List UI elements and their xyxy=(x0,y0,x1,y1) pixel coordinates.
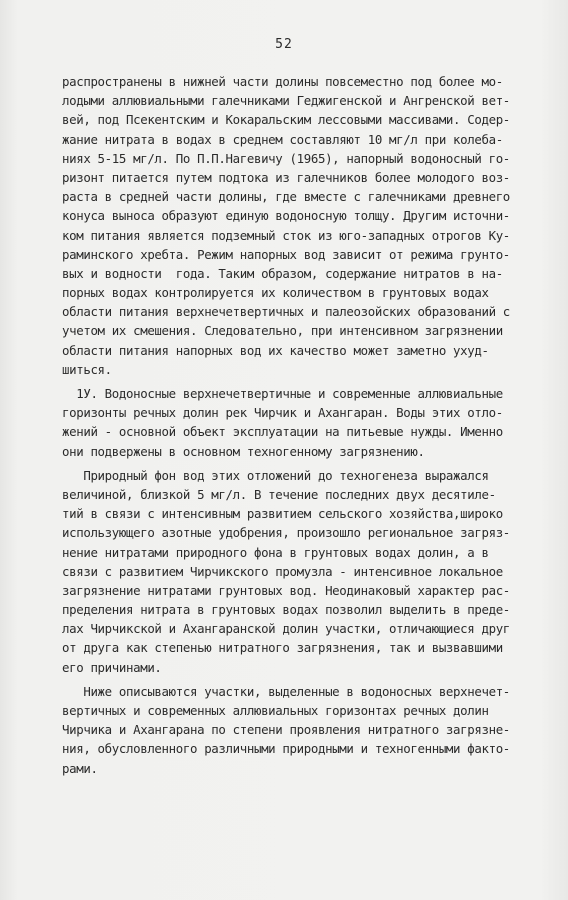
text-line: лодыми аллювиальными галечниками Геджигенской и Ангренской вет- xyxy=(62,93,510,109)
text-line: горизонты речных долин рек Чирчик и Ахангаран. Воды этих отло- xyxy=(62,405,503,421)
text-line: ком питания является подземный сток из юго-западных отрогов Ку- xyxy=(62,227,510,243)
text-line: 1У. Водоносные верхнечетвертичные и современные аллювиальные xyxy=(62,386,503,401)
text-line: вей, под Псекентским и Кокаральским лессовыми массивами. Содер- xyxy=(62,112,510,128)
paragraph xyxy=(62,384,562,461)
text-line: лах Чирчикской и Ахангаранской долин участки, отличающиеся друг xyxy=(62,621,510,637)
text-line: от друга как степенью нитратного загрязнения, так и вызвавшими xyxy=(62,640,503,656)
text-line: Ниже описываются участки, выделенные в водоносных верхнечет- xyxy=(62,683,510,699)
text-line: использующего азотные удобрения, произошло региональное загряз- xyxy=(62,525,510,541)
text-line: учетом их смешения. Следовательно, при интенсивном загрязнении xyxy=(62,323,503,339)
text-line: области питания верхнечетвертичных и палеозойских образований с xyxy=(62,304,510,320)
paragraph xyxy=(62,466,562,677)
text-line: шиться. xyxy=(62,361,112,377)
text-line: конуса выноса образуют единую водоносную толщу. Другим источни- xyxy=(62,208,510,224)
body-text xyxy=(62,72,562,778)
text-line: они подвержены в основном техногенному загрязнению. xyxy=(62,443,425,459)
text-line: Чирчика и Ахангарана по степени проявления нитратного загрязне- xyxy=(62,722,510,738)
paragraph xyxy=(62,72,562,379)
text-line: тий в связи с интенсивным развитием сельского хозяйства,широко xyxy=(62,506,503,522)
text-line: Природный фон вод этих отложений до техногенеза выражался xyxy=(62,467,489,483)
text-line: раминского хребта. Режим напорных вод зависит от режима грунто- xyxy=(62,246,510,262)
text-line: жание нитрата в водах в среднем составляют 10 мг/л при колеба- xyxy=(62,131,503,147)
text-line: нение нитратами природного фона в грунтовых водах долин, а в xyxy=(62,544,489,560)
text-line: области питания напорных вод их качество может заметно ухуд- xyxy=(62,342,489,358)
text-line: раста в средней части долины, где вместе с галечниками древнего xyxy=(62,189,510,205)
text-line: ризонт питается путем подтока из галечников более молодого воз- xyxy=(62,169,510,185)
text-line: порных водах контролируется их количеством в грунтовых водах xyxy=(62,285,489,301)
text-line: вертичных и современных аллювиальных горизонтах речных долин xyxy=(62,703,489,718)
text-line: его причинами. xyxy=(62,659,162,675)
paragraph xyxy=(62,682,562,778)
text-line: связи с развитием Чирчикского промузла - интенсивное локальное xyxy=(62,563,503,579)
text-line: ниях 5-15 мг/л. По П.П.Нагевичу (1965), напорный водоносный го- xyxy=(62,150,510,166)
text-line: загрязнение нитратами грунтовых вод. Неодинаковый характер рас- xyxy=(62,582,510,598)
text-line: пределения нитрата в грунтовых водах позволил выделить в преде- xyxy=(62,602,510,618)
page-number: 52 xyxy=(275,37,293,52)
text-line: распространены в нижней части долины повсеместно под более мо- xyxy=(62,74,503,89)
text-line: жений - основной объект эксплуатации на питьевые нужды. Именно xyxy=(62,424,503,440)
text-line: величиной, близкой 5 мг/л. В течение последних двух десятиле- xyxy=(62,486,496,502)
text-line: рами. xyxy=(62,760,98,776)
text-line: ния, обусловленного различными природными и техногенными факто- xyxy=(62,741,510,757)
text-line: вых и водности года. Таким образом, содержание нитратов в на- xyxy=(62,265,503,281)
